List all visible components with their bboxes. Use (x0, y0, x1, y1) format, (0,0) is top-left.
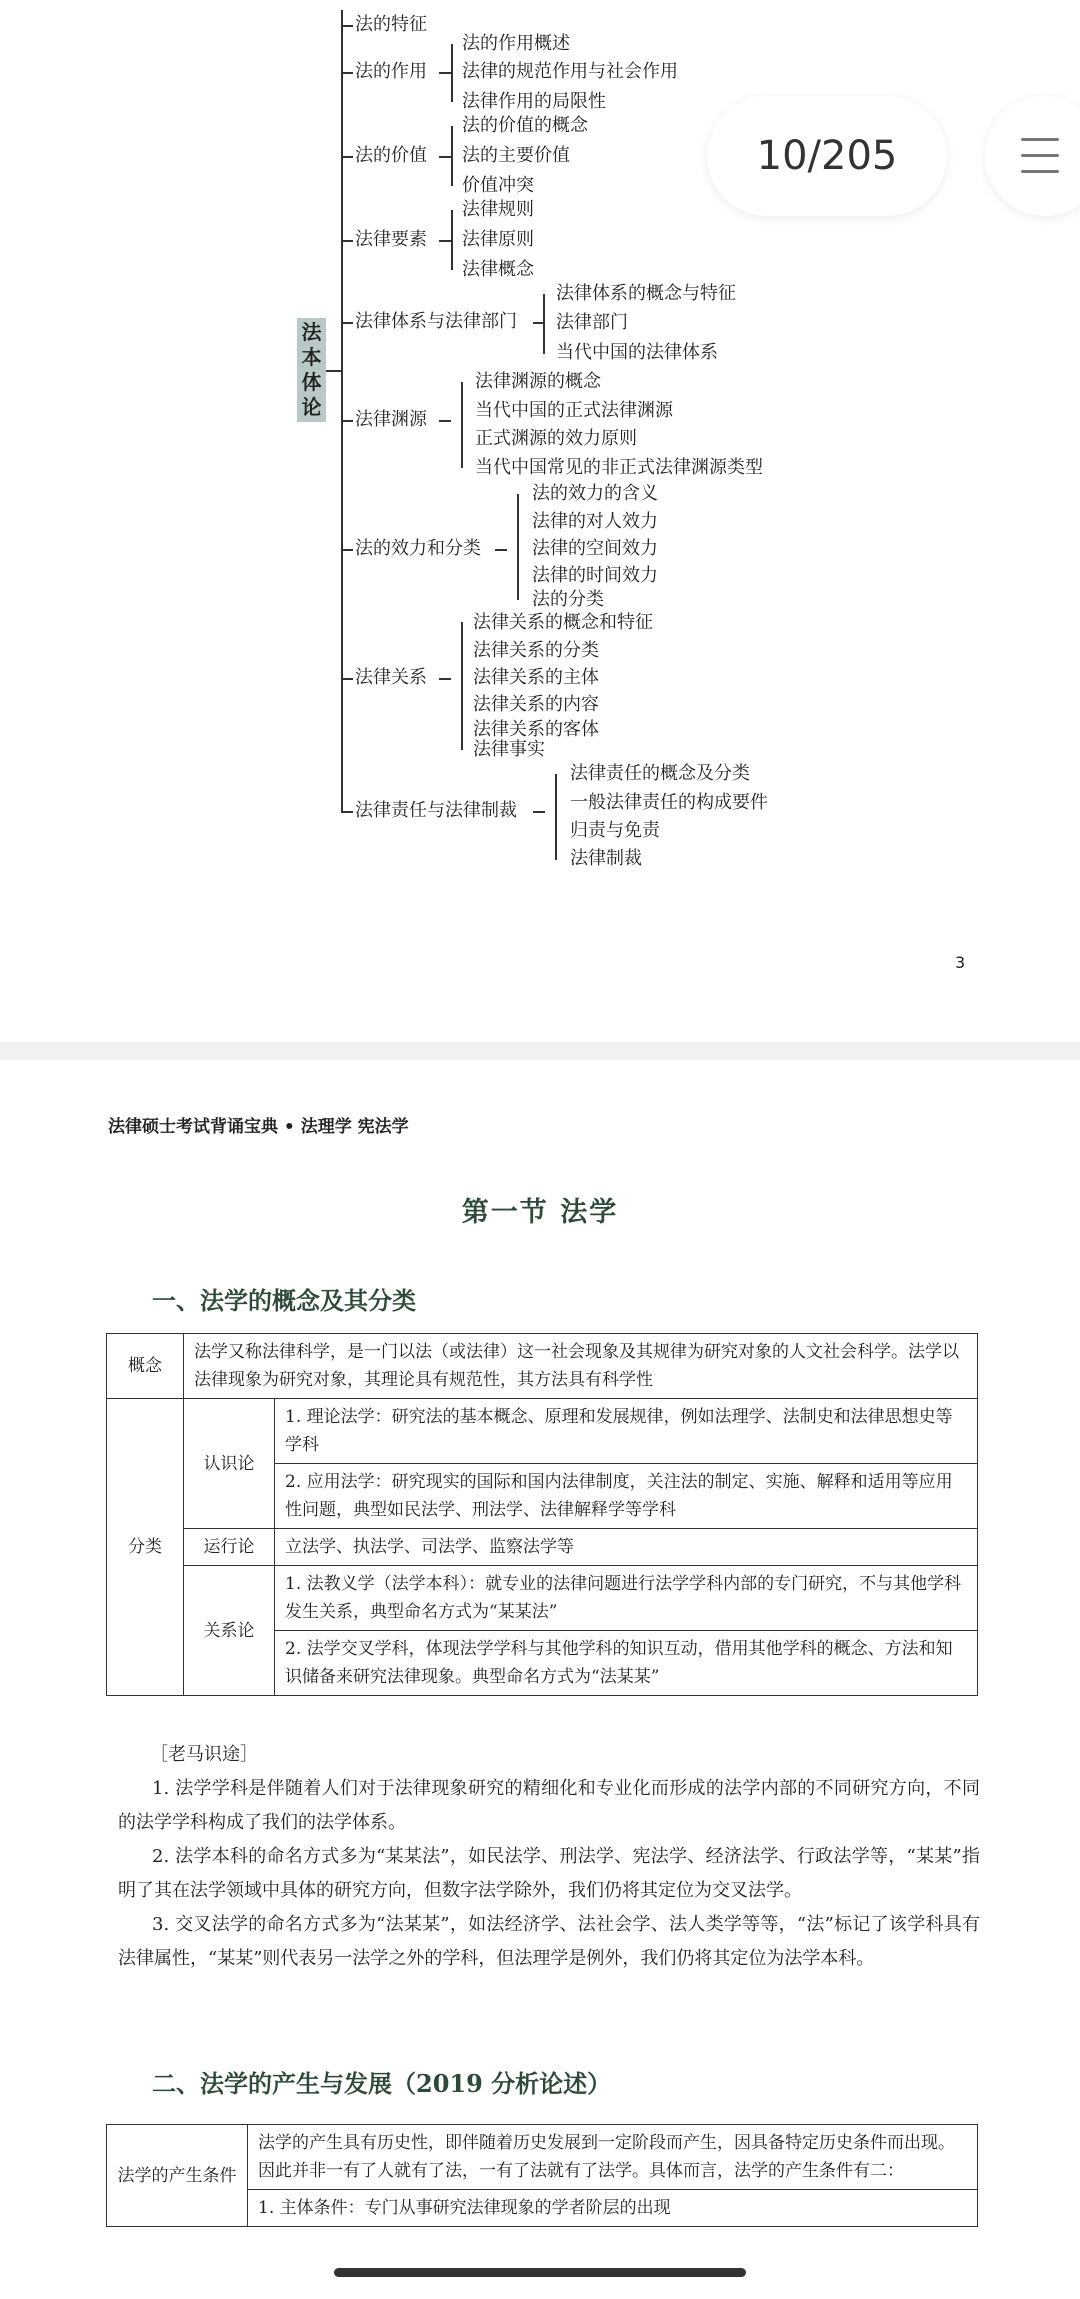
origin-text: 法学的产生具有历史性，即伴随着历史发展到一定阶段而产生，因具备特定历史条件而出现。因此并非一有了人就有了法，一有了法就有了法学。具体而言，法学的产生条件有二： (248, 2125, 978, 2190)
child-bracket (555, 774, 557, 860)
relation-item: 2. 法学交叉学科，体现法学学科与其他学科的知识互动，借用其他学科的概念、方法和知识储备来研究法律现象。典型命名方式为“法某某” (275, 1631, 978, 1696)
mindmap-spine (341, 10, 343, 812)
child-connector (439, 72, 451, 74)
branch-tick (341, 549, 353, 551)
child-connector (495, 549, 507, 551)
relation-label: 关系论 (184, 1566, 275, 1696)
child-bracket (461, 382, 463, 468)
branch-label: 法律责任与法律制裁 (355, 800, 517, 821)
table-row (107, 2125, 978, 2190)
table-row (107, 1566, 978, 1631)
running-header: 法律硕士考试背诵宝典 • 法理学 宪法学 (108, 1117, 409, 1137)
child-connector (439, 678, 451, 680)
child-label: 价值冲突 (462, 175, 534, 196)
child-connector (439, 420, 451, 422)
note-block (118, 1738, 980, 1976)
child-label: 法律责任的概念及分类 (570, 763, 750, 784)
child-label: 法律关系的内容 (473, 694, 599, 715)
child-label: 法律规则 (462, 199, 534, 220)
page-separator (0, 1042, 1080, 1060)
origin-table (106, 2124, 978, 2227)
child-bracket (461, 622, 463, 750)
home-indicator[interactable] (334, 2268, 746, 2277)
child-connector (533, 811, 545, 813)
branch-label: 法律关系 (355, 667, 427, 688)
child-label: 法律事实 (473, 739, 545, 760)
root-connector (326, 370, 341, 372)
branch-label: 法律要素 (355, 229, 427, 250)
epistemology-item: 2. 应用法学：研究现实的国际和国内法律制度，关注法的制定、实施、解释和适用等应用性问题，典型如民法学、刑法学、法律解释学等学科 (275, 1464, 978, 1529)
branch-label: 法的作用 (355, 61, 427, 82)
child-bracket (451, 126, 453, 186)
note-paragraph: 3. 交叉法学的命名方式多为“法某某”，如法经济学、法社会学、法人类学等等，“法”标记了该学科具有法律属性，“某某”则代表另一法学之外的学科，但法理学是例外，我们仍将其定位为法学本科。 (118, 1914, 980, 1969)
branch-tick (341, 72, 353, 74)
branch-tick (341, 420, 353, 422)
table-row (107, 1334, 978, 1399)
child-label: 法的价值的概念 (462, 115, 588, 136)
child-connector (439, 156, 451, 158)
child-label: 法律的时间效力 (532, 565, 658, 586)
section-title: 第一节 法学 (461, 1197, 619, 1228)
heading-1: 一、法学的概念及其分类 (152, 1286, 416, 1315)
mindmap-root: 法本体论 (297, 318, 326, 422)
branch-label: 法的效力和分类 (355, 538, 481, 559)
origin-label: 法学的产生条件 (107, 2125, 248, 2227)
child-label: 一般法律责任的构成要件 (570, 792, 768, 813)
branch-tick (341, 25, 353, 27)
child-label: 法律概念 (462, 259, 534, 280)
note-paragraph: 1. 法学学科是伴随着人们对于法律现象研究的精细化和专业化而形成的法学内部的不同研究方向，不同的法学学科构成了我们的法学体系。 (118, 1778, 980, 1833)
child-label: 法的作用概述 (462, 33, 570, 54)
child-label: 当代中国常见的非正式法律渊源类型 (475, 457, 763, 478)
epistemology-item: 1. 理论法学：研究法的基本概念、原理和发展规律，例如法理学、法制史和法律思想史等学科 (275, 1399, 978, 1464)
child-label: 归责与免责 (570, 820, 660, 841)
child-label: 法的效力的含义 (532, 483, 658, 504)
branch-label: 法律渊源 (355, 409, 427, 430)
child-label: 法的主要价值 (462, 145, 570, 166)
child-label: 法律的空间效力 (532, 538, 658, 559)
child-bracket (451, 44, 453, 102)
branch-tick (341, 240, 353, 242)
relation-item: 1. 法教义学（法学本科）：就专业的法律问题进行法学学科内部的专门研究，不与其他学科发生关系，典型命名方式为“某某法” (275, 1566, 978, 1631)
child-label: 当代中国的法律体系 (556, 342, 718, 363)
note-paragraph: 2. 法学本科的命名方式多为“某某法”，如民法学、刑法学、宪法学、经济法学、行政法学等，“某某”指明了其在法学领域中具体的研究方向，但数字法学除外，我们仍将其定位为交叉法学。 (118, 1846, 980, 1901)
child-label: 法律部门 (556, 312, 628, 333)
branch-tick (341, 811, 353, 813)
branch-label: 法律体系与法律部门 (355, 311, 517, 332)
epistemology-label: 认识论 (184, 1399, 275, 1529)
child-label: 法律的对人效力 (532, 511, 658, 532)
child-connector (439, 240, 451, 242)
child-label: 法的分类 (532, 589, 604, 610)
child-bracket (543, 294, 545, 354)
child-label: 法律关系的分类 (473, 640, 599, 661)
table-row (107, 1399, 978, 1464)
origin-item: 1. 主体条件：专门从事研究法律现象的学者阶层的出现 (248, 2190, 978, 2227)
note-title: ［老马识途］ (150, 1744, 258, 1765)
branch-tick (341, 678, 353, 680)
child-label: 法律渊源的概念 (475, 371, 601, 392)
child-label: 当代中国的正式法律渊源 (475, 400, 673, 421)
class-label: 分类 (107, 1399, 184, 1696)
child-label: 法律作用的局限性 (462, 91, 606, 112)
operation-label: 运行论 (184, 1529, 275, 1566)
operation-text: 立法学、执法学、司法学、监察法学等 (275, 1529, 978, 1566)
concept-text: 法学又称法律科学，是一门以法（或法律）这一社会现象及其规律为研究对象的人文社会科学。法学以法律现象为研究对象，其理论具有规范性，其方法具有科学性 (184, 1334, 978, 1399)
branch-label: 法的价值 (355, 145, 427, 166)
table-row (107, 1529, 978, 1566)
page-indicator[interactable]: 10/205 (707, 96, 947, 216)
child-label: 法律原则 (462, 229, 534, 250)
child-bracket (451, 210, 453, 270)
branch-label: 法的特征 (355, 14, 427, 35)
child-bracket (517, 494, 519, 600)
child-label: 法律关系的主体 (473, 667, 599, 688)
child-label: 法律体系的概念与特征 (556, 283, 736, 304)
concept-label: 概念 (107, 1334, 184, 1399)
page-number: 3 (955, 953, 966, 972)
child-label: 法律关系的概念和特征 (473, 612, 653, 633)
branch-tick (341, 322, 353, 324)
heading-2: 二、法学的产生与发展（2019 分析论述） (152, 2069, 612, 2098)
child-connector (533, 322, 543, 324)
child-label: 法律制裁 (570, 848, 642, 869)
branch-tick (341, 156, 353, 158)
classification-table (106, 1333, 978, 1696)
child-label: 法律的规范作用与社会作用 (462, 61, 678, 82)
child-label: 正式渊源的效力原则 (475, 428, 637, 449)
child-label: 法律关系的客体 (473, 719, 599, 740)
